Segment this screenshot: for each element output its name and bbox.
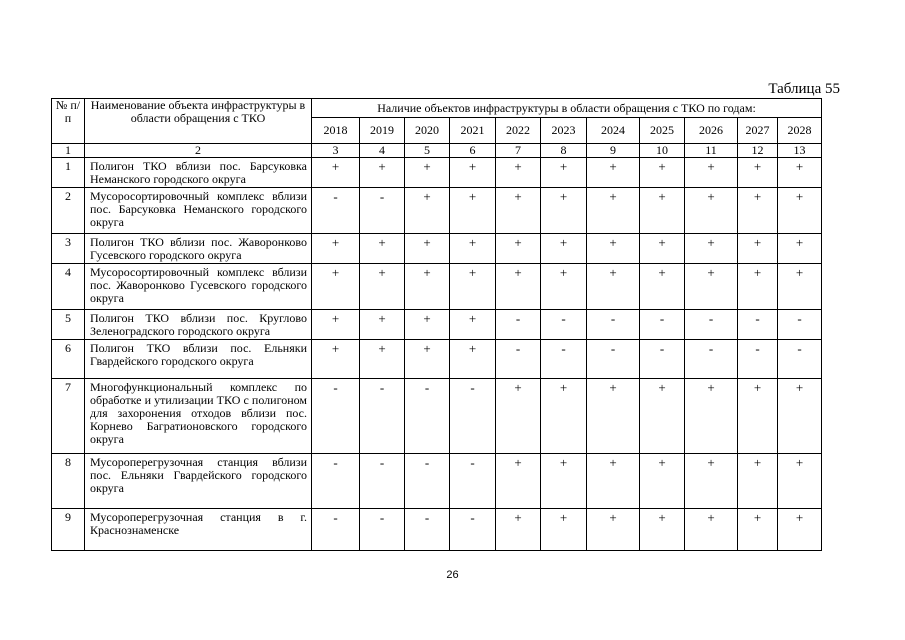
availability-mark: -	[778, 310, 822, 340]
availability-mark: +	[405, 158, 450, 188]
object-name: Мусоросортировочный комплекс вблизи пос. Барсуковка Неманского городского округа	[85, 188, 312, 234]
availability-mark: +	[738, 188, 778, 234]
column-number: 6	[450, 144, 496, 158]
row-number: 4	[52, 264, 85, 310]
availability-mark: -	[405, 509, 450, 551]
column-number: 5	[405, 144, 450, 158]
availability-mark: +	[405, 188, 450, 234]
availability-mark: +	[587, 234, 640, 264]
availability-mark: +	[496, 158, 541, 188]
availability-mark: +	[541, 509, 587, 551]
availability-mark: +	[640, 509, 685, 551]
header-years-group: Наличие объектов инфраструктуры в области обращения с ТКО по годам:	[312, 99, 822, 118]
availability-mark: +	[640, 454, 685, 509]
object-name: Мусоросортировочный комплекс вблизи пос. Жаворонково Гусевского городского округа	[85, 264, 312, 310]
table-row	[52, 264, 822, 310]
table-row	[52, 158, 822, 188]
availability-mark: +	[587, 264, 640, 310]
availability-mark: +	[738, 158, 778, 188]
availability-mark: +	[587, 454, 640, 509]
availability-mark: +	[587, 379, 640, 454]
availability-mark: +	[541, 379, 587, 454]
availability-mark: +	[685, 379, 738, 454]
availability-mark: +	[685, 234, 738, 264]
availability-mark: +	[640, 234, 685, 264]
column-number: 13	[778, 144, 822, 158]
availability-mark: -	[360, 188, 405, 234]
availability-mark: +	[312, 310, 360, 340]
availability-mark: +	[405, 264, 450, 310]
column-number: 8	[541, 144, 587, 158]
availability-mark: +	[778, 188, 822, 234]
availability-mark: -	[640, 310, 685, 340]
header-year: 2018	[312, 118, 360, 144]
table-row	[52, 379, 822, 454]
header-year: 2020	[405, 118, 450, 144]
object-name: Полигон ТКО вблизи пос. Ельняки Гвардейского городского округа	[85, 340, 312, 379]
row-number: 5	[52, 310, 85, 340]
availability-mark: +	[778, 234, 822, 264]
availability-mark: +	[360, 234, 405, 264]
column-number: 3	[312, 144, 360, 158]
availability-mark: +	[587, 158, 640, 188]
header-num: № п/п	[52, 99, 85, 144]
page-number: 26	[446, 569, 459, 581]
table-row	[52, 454, 822, 509]
header-year: 2022	[496, 118, 541, 144]
availability-mark: +	[640, 379, 685, 454]
availability-mark: +	[640, 158, 685, 188]
availability-mark: +	[360, 158, 405, 188]
availability-mark: +	[778, 158, 822, 188]
availability-mark: -	[405, 379, 450, 454]
row-number: 8	[52, 454, 85, 509]
row-number: 6	[52, 340, 85, 379]
object-name: Полигон ТКО вблизи пос. Барсуковка Неманского городского округа	[85, 158, 312, 188]
availability-mark: +	[450, 340, 496, 379]
availability-mark: +	[685, 454, 738, 509]
availability-mark: +	[685, 264, 738, 310]
row-number: 9	[52, 509, 85, 551]
table-caption: Таблица 55	[768, 81, 840, 97]
column-number: 11	[685, 144, 738, 158]
table-row	[52, 234, 822, 264]
availability-mark: +	[587, 188, 640, 234]
availability-mark: +	[685, 158, 738, 188]
availability-mark: -	[450, 509, 496, 551]
availability-mark: -	[312, 509, 360, 551]
header-year: 2023	[541, 118, 587, 144]
table-row	[52, 310, 822, 340]
availability-mark: -	[685, 340, 738, 379]
availability-mark: +	[496, 379, 541, 454]
row-number: 3	[52, 234, 85, 264]
column-number: 1	[52, 144, 85, 158]
table-row	[52, 340, 822, 379]
availability-mark: -	[640, 340, 685, 379]
availability-mark: -	[312, 379, 360, 454]
availability-mark: -	[587, 310, 640, 340]
availability-mark: -	[778, 340, 822, 379]
availability-mark: +	[778, 509, 822, 551]
availability-mark: +	[778, 379, 822, 454]
availability-mark: +	[778, 454, 822, 509]
availability-mark: -	[587, 340, 640, 379]
availability-mark: +	[450, 310, 496, 340]
availability-mark: +	[496, 234, 541, 264]
availability-mark: +	[541, 234, 587, 264]
availability-mark: -	[360, 454, 405, 509]
availability-mark: -	[685, 310, 738, 340]
availability-mark: +	[360, 264, 405, 310]
object-name: Полигон ТКО вблизи пос. Круглово Зеленоградского городского округа	[85, 310, 312, 340]
object-name: Многофункциональный комплекс по обработке и утилизации ТКО с полигоном для захоронения отходов вблизи пос. Корнево Багратионовского городского округа	[85, 379, 312, 454]
availability-mark: +	[450, 188, 496, 234]
column-number: 10	[640, 144, 685, 158]
row-number: 7	[52, 379, 85, 454]
availability-mark: -	[541, 310, 587, 340]
availability-mark: -	[312, 454, 360, 509]
row-number: 1	[52, 158, 85, 188]
availability-mark: +	[450, 158, 496, 188]
availability-mark: -	[496, 340, 541, 379]
table-row	[52, 188, 822, 234]
availability-mark: -	[360, 379, 405, 454]
availability-mark: +	[312, 264, 360, 310]
row-number: 2	[52, 188, 85, 234]
availability-mark: +	[640, 264, 685, 310]
availability-mark: +	[405, 310, 450, 340]
availability-mark: -	[312, 188, 360, 234]
availability-mark: -	[450, 454, 496, 509]
column-number: 2	[85, 144, 312, 158]
availability-mark: +	[360, 310, 405, 340]
availability-mark: -	[738, 340, 778, 379]
availability-mark: +	[541, 264, 587, 310]
availability-mark: +	[496, 454, 541, 509]
availability-mark: +	[405, 234, 450, 264]
header-year: 2021	[450, 118, 496, 144]
availability-mark: +	[738, 234, 778, 264]
availability-mark: -	[496, 310, 541, 340]
table-row	[52, 509, 822, 551]
header-name: Наименование объекта инфраструктуры в области обращения с ТКО	[85, 99, 312, 144]
availability-mark: +	[738, 509, 778, 551]
availability-mark: +	[312, 158, 360, 188]
availability-mark: +	[312, 340, 360, 379]
availability-mark: +	[738, 454, 778, 509]
availability-mark: +	[541, 454, 587, 509]
column-number: 7	[496, 144, 541, 158]
availability-mark: +	[496, 509, 541, 551]
header-year: 2026	[685, 118, 738, 144]
header-year: 2019	[360, 118, 405, 144]
availability-mark: +	[778, 264, 822, 310]
availability-mark: +	[685, 188, 738, 234]
availability-mark: -	[450, 379, 496, 454]
availability-mark: -	[738, 310, 778, 340]
header-year: 2027	[738, 118, 778, 144]
availability-mark: -	[360, 509, 405, 551]
availability-mark: +	[360, 340, 405, 379]
header-year: 2025	[640, 118, 685, 144]
availability-mark: +	[587, 509, 640, 551]
availability-mark: +	[685, 509, 738, 551]
object-name: Полигон ТКО вблизи пос. Жаворонково Гусевского городского округа	[85, 234, 312, 264]
availability-mark: +	[738, 264, 778, 310]
infrastructure-table	[51, 98, 822, 551]
availability-mark: +	[541, 158, 587, 188]
object-name: Мусороперегрузочная станция в г. Краснознаменске	[85, 509, 312, 551]
object-name: Мусороперегрузочная станция вблизи пос. Ельняки Гвардейского городского округа	[85, 454, 312, 509]
column-number: 12	[738, 144, 778, 158]
availability-mark: -	[541, 340, 587, 379]
availability-mark: +	[640, 188, 685, 234]
column-number: 4	[360, 144, 405, 158]
header-year: 2028	[778, 118, 822, 144]
header-year: 2024	[587, 118, 640, 144]
availability-mark: -	[405, 454, 450, 509]
column-number: 9	[587, 144, 640, 158]
availability-mark: +	[738, 379, 778, 454]
availability-mark: +	[312, 234, 360, 264]
availability-mark: +	[450, 264, 496, 310]
availability-mark: +	[405, 340, 450, 379]
availability-mark: +	[496, 264, 541, 310]
availability-mark: +	[541, 188, 587, 234]
availability-mark: +	[450, 234, 496, 264]
availability-mark: +	[496, 188, 541, 234]
